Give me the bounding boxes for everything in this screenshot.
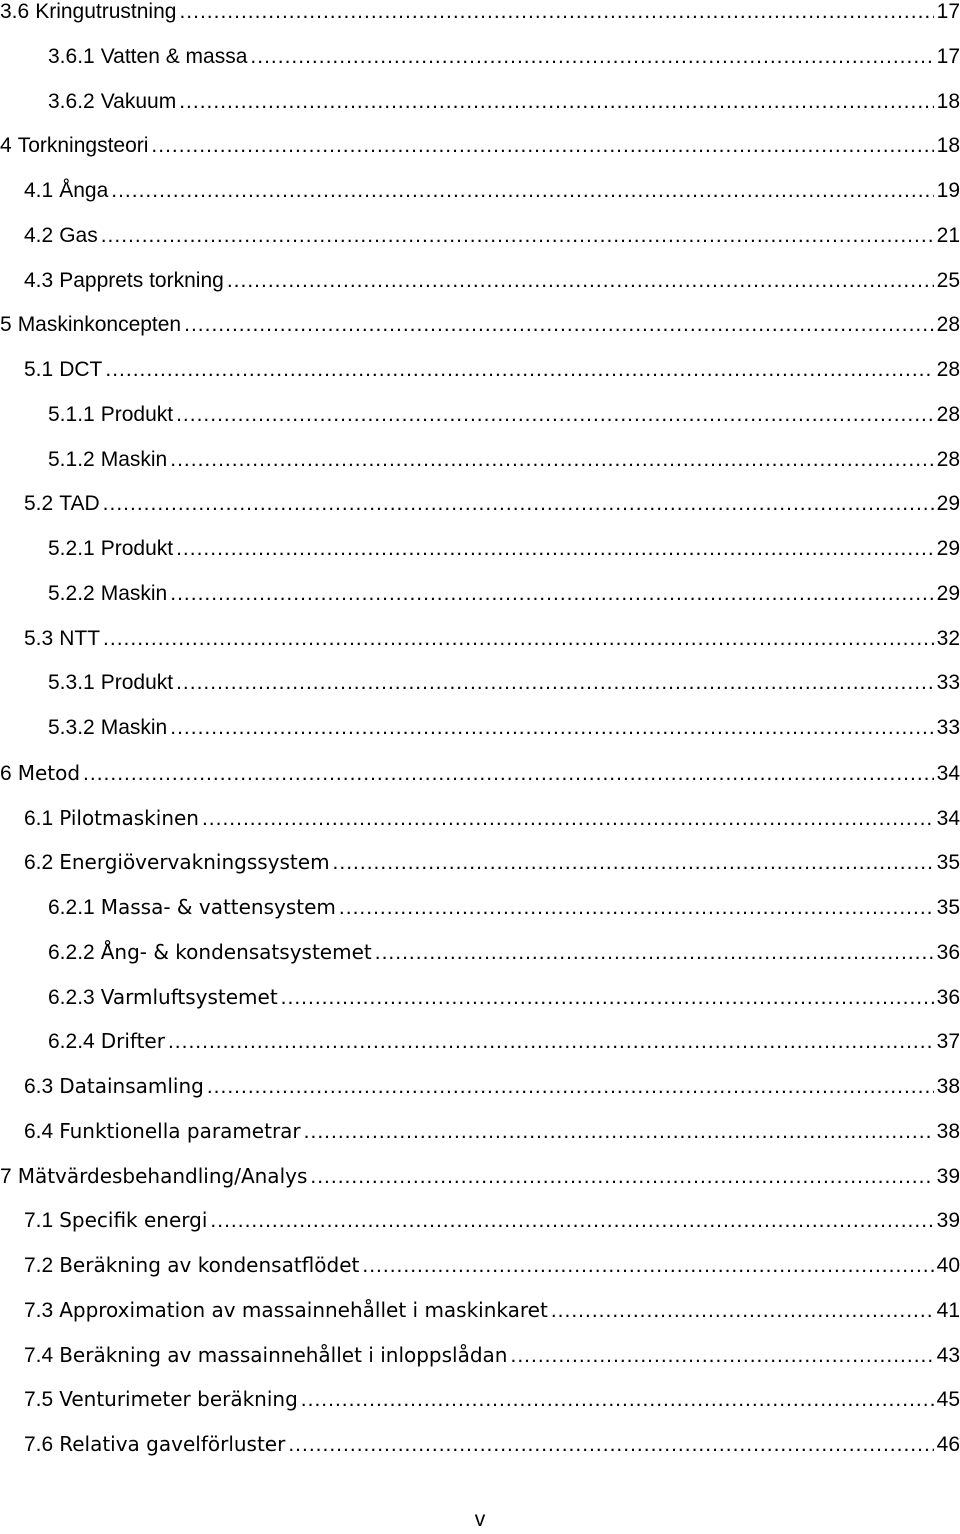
toc-dot-leader [176,534,934,564]
toc-entry-page: 38 [936,1119,960,1143]
toc-entry-title: Produkt [100,402,174,426]
page-number: v [474,1508,486,1531]
toc-entry-number: 6.4 [24,1119,54,1143]
toc-dot-leader [210,1206,933,1236]
toc-entry[interactable] [0,624,960,654]
toc-entry[interactable] [0,668,960,698]
toc-entry[interactable] [0,1429,960,1459]
toc-entry-number: 6.1 [24,806,54,830]
toc-entry-title: Maskin [100,447,168,471]
toc-entry-page: 36 [936,940,960,964]
toc-entry[interactable] [0,176,960,206]
toc-entry-title: Papprets torkning [59,268,224,292]
toc-entry-title: Maskin [100,581,168,605]
toc-entry-page: 25 [936,268,960,292]
toc-entry[interactable] [0,803,960,833]
toc-dot-leader [551,1296,934,1326]
toc-entry[interactable] [0,937,960,967]
toc-entry-number: 7.1 [24,1209,54,1233]
toc-dot-leader [103,624,934,654]
toc-dot-leader [510,1341,933,1371]
toc-entry-page: 40 [936,1254,960,1277]
toc-entry-title: Vakuum [100,89,177,113]
toc-entry-number: 4.1 [24,179,54,202]
toc-entry-page: 33 [936,716,960,739]
toc-entry-page: 38 [936,1075,960,1098]
toc-entry[interactable] [0,1026,960,1056]
toc-entry-number: 4.3 [24,268,54,292]
toc-entry-number: 7.4 [24,1343,54,1367]
toc-entry-number: 6.3 [24,1075,54,1098]
toc-entry[interactable] [0,534,960,564]
toc-entry-number: 3.6.1 [48,44,95,68]
toc-entry-title: NTT [59,626,101,650]
toc-entry-page: 43 [936,1343,960,1367]
toc-entry-title: Ång- & kondensatsystemet [100,939,372,964]
toc-dot-leader [101,221,934,251]
toc-entry-number: 5.2.1 [48,537,95,560]
toc-dot-leader [111,176,933,206]
toc-dot-leader [375,938,934,968]
toc-dot-leader [250,42,933,72]
toc-entry[interactable] [0,1161,960,1191]
toc-entry-number: 4.2 [24,223,54,247]
toc-entry-page: 17 [936,44,960,68]
toc-entry-number: 6.2 [24,851,54,875]
toc-entry-page: 35 [936,851,960,875]
toc-entry-page: 34 [936,806,960,830]
toc-dot-leader [170,579,933,609]
toc-entry[interactable] [0,87,960,117]
toc-entry-number: 3.6.2 [48,89,95,113]
toc-entry-page: 32 [936,626,960,650]
toc-entry[interactable] [0,266,960,296]
toc-entry-page: 34 [936,761,960,785]
toc-entry-title: Torkningsteori [17,134,149,158]
toc-entry[interactable] [0,400,960,430]
toc-entry-page: 28 [936,358,960,381]
toc-entry-title: Mätvärdesbehandling/Analys [17,1163,308,1188]
toc-entry-number: 5.2.2 [48,581,95,605]
toc-dot-leader [281,983,934,1013]
toc-dot-leader [207,1072,934,1102]
toc-entry-title: Kringutrustning [35,0,177,23]
toc-entry[interactable] [0,1340,960,1370]
toc-entry-page: 46 [936,1433,960,1456]
toc-entry-title: Gas [59,223,98,247]
toc-entry[interactable] [0,355,960,385]
toc-entry-page: 18 [936,89,960,113]
toc-entry-number: 6 [0,761,12,785]
toc-dot-leader [339,893,934,923]
toc-entry-title: Maskinkoncepten [17,313,182,337]
toc-entry-number: 5.1.2 [48,447,95,471]
toc-dot-leader [170,713,933,743]
toc-entry-page: 39 [936,1209,960,1233]
toc-entry[interactable] [0,1116,960,1146]
toc-dot-leader [184,310,934,340]
toc-entry[interactable] [0,1295,960,1325]
toc-entry[interactable] [0,758,960,788]
toc-entry-page: 29 [936,492,960,516]
toc-entry[interactable] [0,847,960,877]
toc-entry-number: 6.2.2 [48,940,95,964]
toc-entry-page: 29 [936,537,960,560]
toc-entry-number: 7.3 [24,1298,54,1322]
toc-entry-number: 7.2 [24,1254,54,1277]
toc-entry-page: 28 [936,313,960,337]
toc-entry-number: 7.5 [24,1388,54,1412]
toc-entry-title: Beräkning av massainnehållet i inloppslådan [59,1342,508,1367]
toc-dot-leader [179,87,933,117]
toc-entry-number: 5.2 [24,492,54,516]
toc-entry-title: Ånga [59,179,109,202]
toc-dot-leader [288,1430,933,1460]
toc-entry-page: 35 [936,896,960,919]
toc-entry-number: 5 [0,313,12,337]
toc-dot-leader [176,668,934,698]
toc-entry-title: Metod [17,760,81,785]
toc-entry-page: 36 [936,985,960,1009]
toc-entry[interactable] [0,579,960,609]
toc-entry[interactable] [0,42,960,72]
toc-entry-title: Energiövervakningssystem [59,850,330,875]
toc-entry-number: 6.2.4 [48,1030,95,1054]
toc-entry-title: Beräkning av kondensatflödet [59,1253,360,1277]
toc-entry-title: Maskin [100,716,168,739]
toc-dot-leader [168,1027,934,1057]
toc-entry-number: 5.1 [24,358,54,381]
toc-entry-title: Produkt [100,671,174,695]
toc-entry-page: 29 [936,581,960,605]
toc-entry-page: 45 [936,1388,960,1412]
toc-entry-page: 37 [936,1030,960,1054]
toc-dot-leader [170,445,933,475]
toc-entry-page: 33 [936,671,960,695]
toc-dot-leader [151,131,933,161]
toc-entry-title: Drifter [100,1029,165,1054]
toc-entry-number: 4 [0,134,12,158]
toc-entry-number: 7 [0,1164,12,1188]
toc-entry[interactable] [0,1384,960,1414]
toc-entry-page: 21 [936,223,960,247]
toc-entry[interactable] [0,1250,960,1280]
toc-dot-leader [176,400,934,430]
toc-entry-page: 28 [936,447,960,471]
toc-entry-page: 28 [936,402,960,426]
toc-entry-page: 17 [936,0,960,23]
toc-entry[interactable] [0,982,960,1012]
toc-entry[interactable] [0,1071,960,1101]
toc-entry-page: 18 [936,134,960,158]
toc-dot-leader [202,804,934,834]
toc-entry-number: 5.3.1 [48,671,95,695]
toc-entry-title: Pilotmaskinen [59,805,199,830]
toc-entry[interactable] [0,1205,960,1235]
toc-entry-title: Varmluftsystemet [100,984,278,1009]
toc-entry-title: Approximation av massainnehållet i maskinkaret [59,1297,548,1322]
toc-entry-title: Specifik energi [59,1208,208,1233]
toc-entry[interactable] [0,310,960,340]
toc-entry[interactable] [0,221,960,251]
toc-entry-number: 5.3 [24,626,54,650]
toc-dot-leader [333,848,934,878]
toc-dot-leader [179,0,933,27]
toc-entry-number: 5.3.2 [48,716,95,739]
toc-entry-title: Datainsamling [59,1074,204,1098]
toc-entry-page: 41 [936,1298,960,1322]
toc-entry-title: Produkt [100,537,174,560]
toc-entry-title: Funktionella parametrar [59,1118,301,1143]
toc-dot-leader [227,266,934,296]
toc-dot-leader [83,759,934,789]
toc-entry-number: 6.2.3 [48,985,95,1009]
toc-entry-title: Massa- & vattensystem [100,895,336,919]
toc-entry-page: 39 [936,1164,960,1188]
toc-dot-leader [103,489,934,519]
toc-entry-number: 3.6 [0,0,30,23]
toc-dot-leader [301,1385,934,1415]
toc-entry-title: DCT [59,358,103,381]
toc-dot-leader [362,1251,933,1281]
toc-dot-leader [304,1117,934,1147]
toc-dot-leader [105,355,933,385]
toc-entry[interactable] [0,713,960,743]
toc-entry[interactable] [0,445,960,475]
toc-entry-number: 7.6 [24,1433,54,1456]
toc-entry-page: 19 [936,179,960,202]
toc-entry[interactable] [0,892,960,922]
toc-entry-number: 6.2.1 [48,896,95,919]
toc-entry-title: TAD [59,492,100,516]
toc-entry[interactable] [0,0,960,27]
toc-entry-title: Relativa gavelförluster [59,1432,286,1456]
toc-entry-title: Venturimeter beräkning [59,1387,298,1412]
toc-entry[interactable] [0,131,960,161]
toc-entry[interactable] [0,489,960,519]
toc-entry-title: Vatten & massa [100,44,248,68]
toc-dot-leader [310,1162,933,1192]
toc-entry-number: 5.1.1 [48,402,95,426]
